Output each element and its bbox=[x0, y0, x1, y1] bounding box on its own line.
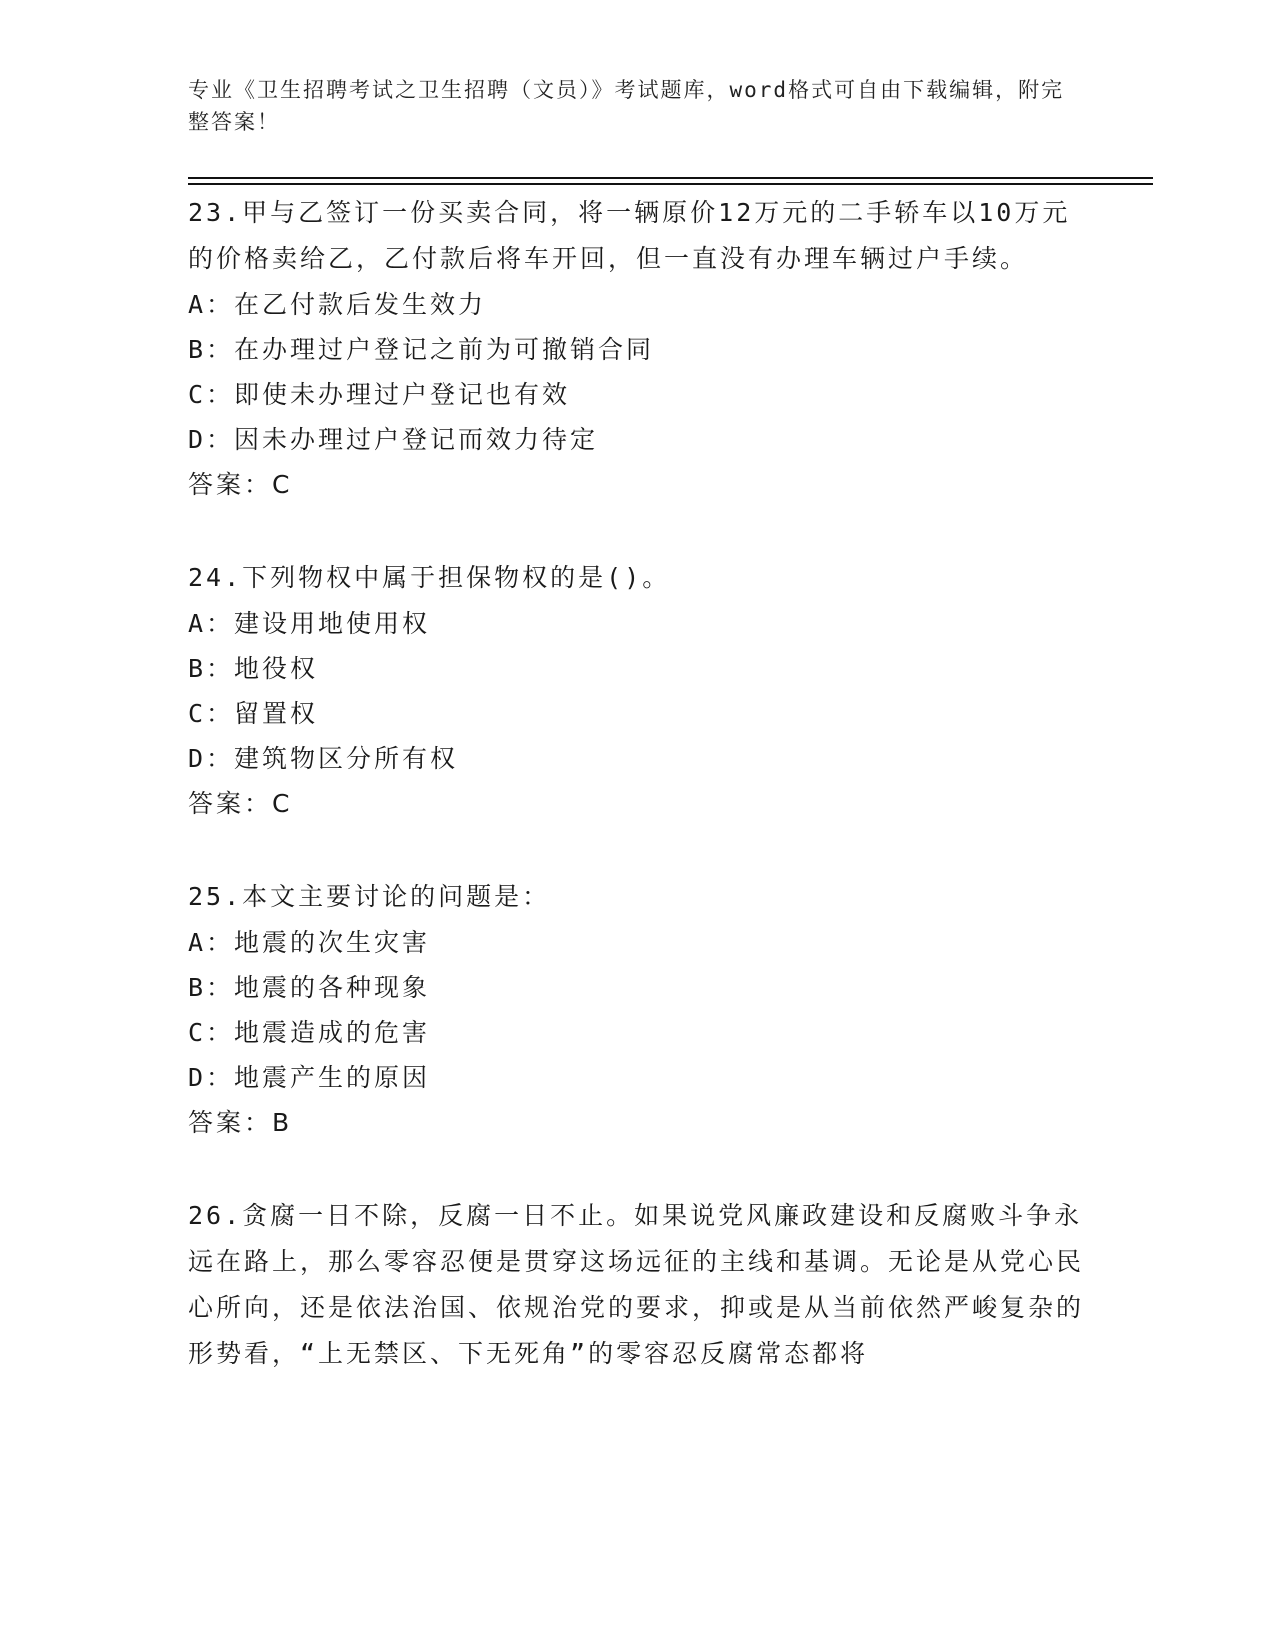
answer-line: 答案：B bbox=[188, 1108, 293, 1137]
option-a: A：建设用地使用权 bbox=[188, 609, 431, 638]
option-c: C：地震造成的危害 bbox=[188, 1018, 431, 1047]
question-26 bbox=[188, 1193, 1088, 1377]
header-divider-top bbox=[188, 177, 1153, 179]
option-d: D：因未办理过户登记而效力待定 bbox=[188, 425, 599, 454]
question-stem: 23.甲与乙签订一份买卖合同，将一辆原价12万元的二手轿车以10万元的价格卖给乙，乙付款后将车开回，但一直没有办理车辆过户手续。 bbox=[188, 198, 1071, 273]
question-24 bbox=[188, 555, 1088, 827]
document-header bbox=[188, 74, 1068, 138]
question-stem: 24.下列物权中属于担保物权的是()。 bbox=[188, 563, 671, 592]
option-b: B：地震的各种现象 bbox=[188, 973, 431, 1002]
option-a: A：在乙付款后发生效力 bbox=[188, 290, 487, 319]
header-text: 专业《卫生招聘考试之卫生招聘（文员）》考试题库，word格式可自由下载编辑，附完整答案！ bbox=[188, 78, 1065, 134]
option-b: B：在办理过户登记之前为可撤销合同 bbox=[188, 335, 655, 364]
option-a: A：地震的次生灾害 bbox=[188, 928, 431, 957]
option-d: D：地震产生的原因 bbox=[188, 1063, 431, 1092]
header-divider-bottom bbox=[188, 183, 1153, 185]
option-d: D：建筑物区分所有权 bbox=[188, 744, 459, 773]
question-25 bbox=[188, 874, 1088, 1146]
option-c: C：即使未办理过户登记也有效 bbox=[188, 380, 571, 409]
option-c: C：留置权 bbox=[188, 699, 319, 728]
answer-line: 答案：C bbox=[188, 789, 293, 818]
question-stem: 26.贪腐一日不除，反腐一日不止。如果说党风廉政建设和反腐败斗争永远在路上，那么零容忍便是贯穿这场远征的主线和基调。无论是从党心民心所向，还是依法治国、依规治党的要求，抑或是从当前依然严峻复杂的形势看，“上无禁区、下无死角”的零容忍反腐常态都将 bbox=[188, 1201, 1085, 1368]
question-23 bbox=[188, 190, 1088, 508]
question-list bbox=[188, 190, 1088, 1424]
question-stem: 25.本文主要讨论的问题是： bbox=[188, 882, 551, 911]
option-b: B：地役权 bbox=[188, 654, 319, 683]
answer-line: 答案：C bbox=[188, 470, 293, 499]
